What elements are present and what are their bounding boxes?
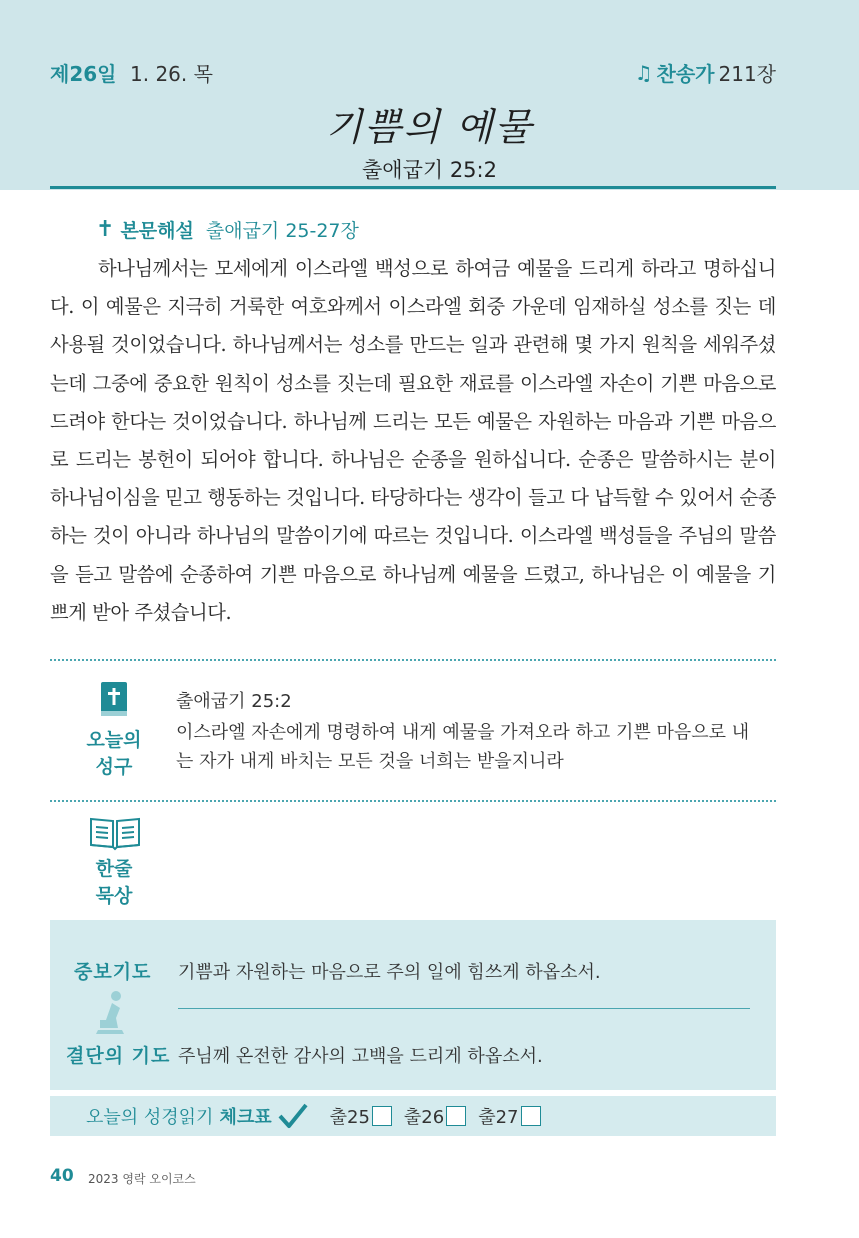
hymn-label: 찬송가 bbox=[656, 62, 715, 86]
bible-icon bbox=[100, 681, 128, 717]
resolution-text: 주님께 온전한 감사의 고백을 드리게 하옵소서. bbox=[178, 1046, 543, 1067]
page-title: 기쁨의 예물 bbox=[325, 105, 534, 149]
header-rule bbox=[50, 186, 776, 189]
meditation-label-line2: 묵상 bbox=[95, 885, 133, 907]
verse-text: 이스라엘 자손에게 명령하여 내게 예물을 가져오라 하고 기쁜 마음으로 내는 자가 내게 바치는 모든 것을 너희는 받을지니라 bbox=[176, 722, 750, 772]
verse-label bbox=[64, 727, 164, 781]
resolution-label: 결단의 기도 bbox=[66, 1045, 171, 1067]
meditation-label-line1: 한줄 bbox=[95, 858, 133, 880]
cross-icon: ✝ bbox=[96, 217, 115, 242]
praying-person-icon bbox=[92, 990, 132, 1034]
checkbox[interactable] bbox=[446, 1106, 466, 1126]
explanation-label: 본문해설 bbox=[120, 220, 194, 242]
checklist-item[interactable] bbox=[330, 1103, 392, 1129]
verse-reference: 출애굽기 25:2 bbox=[176, 691, 292, 712]
scripture-reference: 출애굽기 25:2 bbox=[362, 158, 497, 182]
verse-label-line1: 오늘의 bbox=[86, 729, 142, 751]
checklist-item[interactable] bbox=[404, 1103, 466, 1129]
checkmark-icon bbox=[278, 1103, 308, 1129]
meditation-label bbox=[64, 856, 164, 910]
publication-name: 2023 영락 오이코스 bbox=[88, 1172, 196, 1186]
checklist-item-label: 출27 bbox=[478, 1107, 519, 1128]
explanation-heading bbox=[96, 216, 359, 243]
open-book-icon bbox=[88, 815, 142, 851]
day-date: 1. 26. 목 bbox=[130, 62, 213, 86]
explanation-body: 하나님께서는 모세에게 이스라엘 백성으로 하여금 예물을 드리게 하라고 명하십니다. 이 예물은 지극히 거룩한 여호와께서 이스라엘 회중 가운데 임재하실 성소를 짓는 데 사용될 것이었습니다. 하나님께서는 성소를 만드는 일과 관련해 몇 가지 원칙을 세워주셨는데 그중에 중요한 원칙이 성소를 짓는데 필요한 재료를 이스라엘 자손이 기쁜 마음으로 드려야 한다는 것이었습니다. 하나님께 드리는 모든 예물은 자원하는 마음과 기쁜 마음으로 드리는 봉헌이 되어야 합니다. 하나님은 순종을 원하십니다. 순종은 말씀하시는 분이 하나님이심을 믿고 행동하는 것입니다. 타당하다는 생각이 들고 다 납득할 수 있어서 순종하는 것이 아니라 하나님의 말씀이기에 따르는 것입니다. 이스라엘 백성들을 주님의 말씀을 듣고 말씀에 순종하여 기쁜 마음으로 하나님께 예물을 드렸고, 하나님은 이 예물을 기쁘게 받아 주셨습니다. bbox=[50, 257, 776, 624]
checkbox[interactable] bbox=[521, 1106, 541, 1126]
hymn-number: 211장 bbox=[718, 62, 776, 86]
checklist-strong: 체크표 bbox=[219, 1107, 272, 1128]
intercession-text: 기쁨과 자원하는 마음으로 주의 일에 힘쓰게 하옵소서. bbox=[178, 962, 601, 983]
intercession-label: 중보기도 bbox=[74, 961, 152, 983]
divider bbox=[50, 800, 776, 802]
verse-label-line2: 성구 bbox=[95, 756, 133, 778]
music-note-icon: ♫ bbox=[634, 60, 653, 85]
reading-checklist bbox=[50, 1096, 776, 1136]
divider bbox=[50, 659, 776, 661]
prayer-divider bbox=[178, 1008, 750, 1009]
page-number: 40 bbox=[50, 1166, 74, 1186]
checklist-item-label: 출26 bbox=[403, 1107, 445, 1128]
checklist-item-label: 출25 bbox=[329, 1107, 370, 1128]
checklist-title: 오늘의 성경읽기 bbox=[86, 1107, 214, 1128]
day-label: 제26일 bbox=[50, 62, 117, 86]
checklist-item[interactable] bbox=[478, 1103, 540, 1129]
hymn-info bbox=[635, 58, 776, 87]
explanation-reference: 출애굽기 25-27장 bbox=[205, 220, 359, 242]
checkbox[interactable] bbox=[372, 1106, 392, 1126]
